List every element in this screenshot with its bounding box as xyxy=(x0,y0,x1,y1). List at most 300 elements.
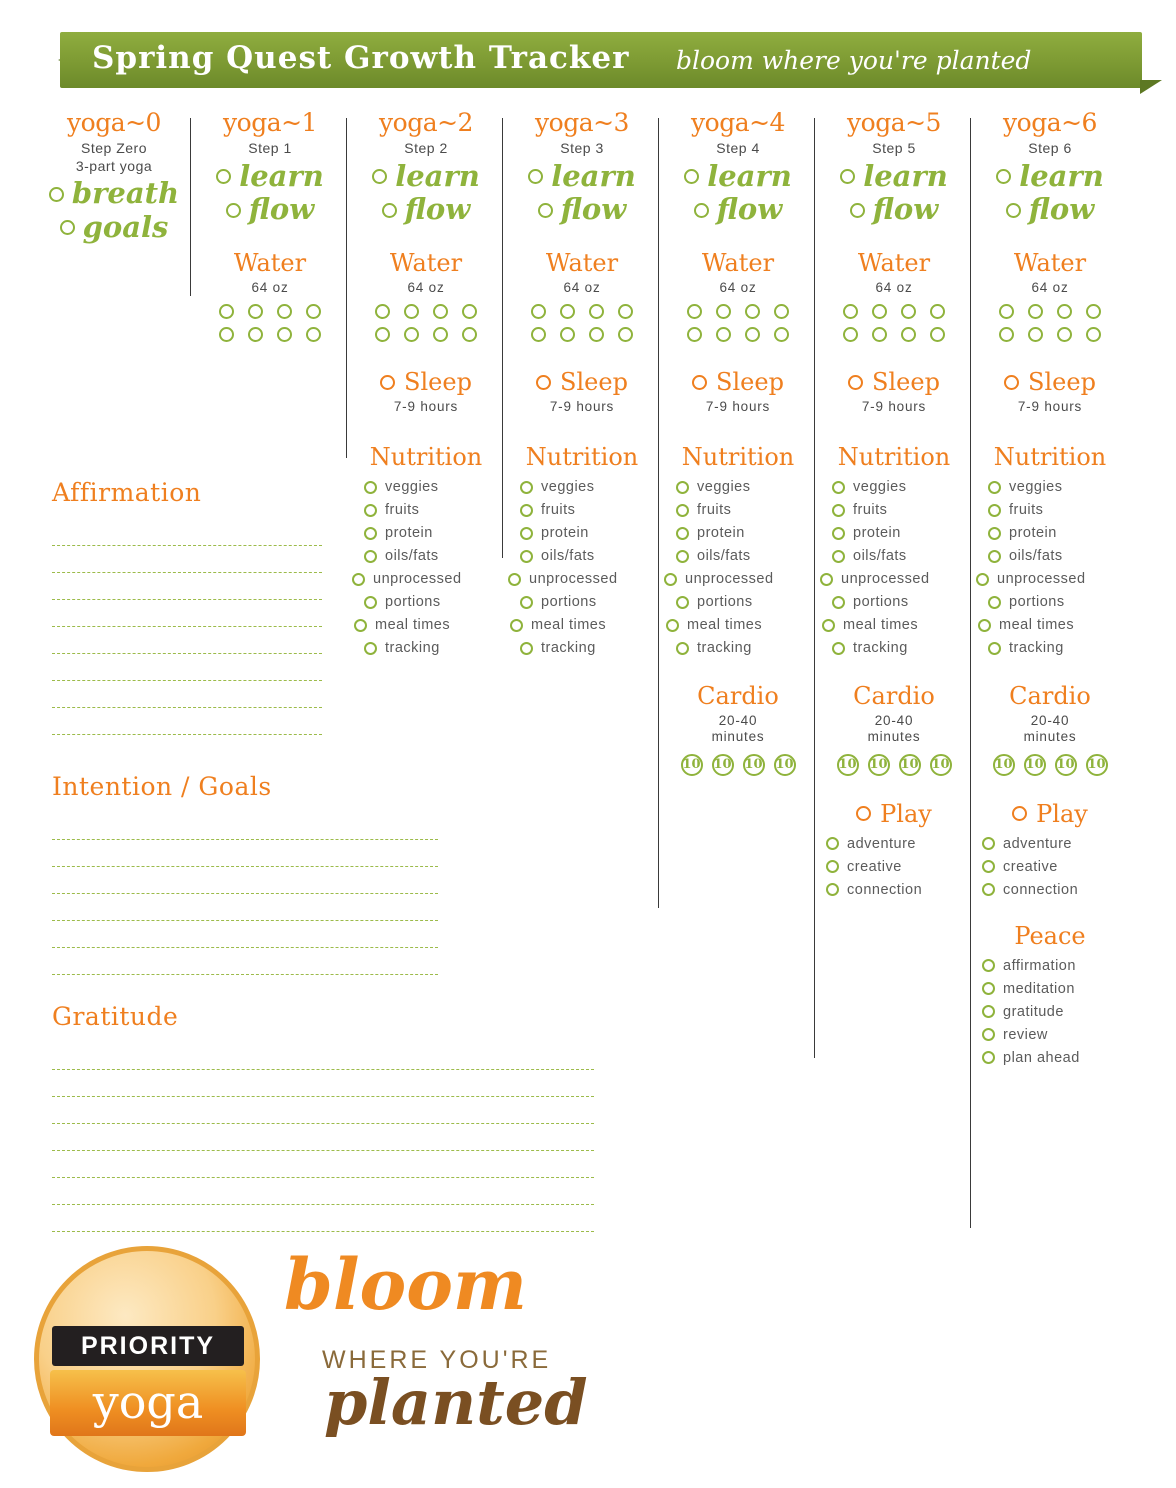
water-dot-icon[interactable] xyxy=(248,327,263,342)
checkbox-ring-icon[interactable] xyxy=(508,573,521,586)
write-line[interactable] xyxy=(52,867,438,894)
cardio-marks-row[interactable] xyxy=(816,754,972,776)
water-dot-icon[interactable] xyxy=(404,304,419,319)
nutrition-item[interactable] xyxy=(816,548,972,564)
water-dot-icon[interactable] xyxy=(774,304,789,319)
water-dot-icon[interactable] xyxy=(687,327,702,342)
peace-item[interactable] xyxy=(972,1050,1128,1066)
page-title: Spring Quest Growth Tracker xyxy=(92,40,630,76)
checkbox-ring-icon[interactable] xyxy=(364,527,377,540)
nutrition-item[interactable] xyxy=(972,640,1128,656)
checkbox-ring-icon[interactable] xyxy=(352,573,365,586)
yoga-item-label: learn xyxy=(863,158,948,193)
logo-planted-label: planted xyxy=(324,1366,588,1439)
checkbox-ring-icon[interactable] xyxy=(982,959,995,972)
nutrition-item[interactable] xyxy=(348,479,504,495)
play-heading-row[interactable] xyxy=(972,800,1128,828)
page-subtitle: bloom where you're planted xyxy=(676,46,1032,75)
peace-section xyxy=(972,922,1128,1066)
nutrition-item[interactable] xyxy=(972,548,1128,564)
checkbox-ring-icon[interactable] xyxy=(850,203,865,218)
water-dot-icon[interactable] xyxy=(1086,327,1101,342)
nutrition-item-label: unprocessed xyxy=(373,571,462,588)
checkbox-ring-icon[interactable] xyxy=(226,203,241,218)
write-line[interactable] xyxy=(52,708,322,735)
checkbox-ring-icon[interactable] xyxy=(982,883,995,896)
water-dots-row[interactable] xyxy=(660,304,816,319)
checkbox-ring-icon[interactable] xyxy=(676,527,689,540)
write-line[interactable] xyxy=(52,1043,594,1070)
write-line[interactable] xyxy=(52,1151,594,1178)
cardio-mark[interactable]: 10 xyxy=(1086,754,1108,776)
water-dot-icon[interactable] xyxy=(219,327,234,342)
write-line[interactable] xyxy=(52,813,438,840)
nutrition-item-label: portions xyxy=(541,594,597,611)
checkbox-ring-icon[interactable] xyxy=(676,596,689,609)
water-dot-icon[interactable] xyxy=(375,327,390,342)
yoga-item-row[interactable] xyxy=(660,158,816,193)
nutrition-item[interactable] xyxy=(816,502,972,518)
checkbox-ring-icon[interactable] xyxy=(520,550,533,563)
cardio-sub-line2: minutes xyxy=(1023,729,1077,745)
nutrition-item[interactable] xyxy=(972,617,1128,633)
water-dot-icon[interactable] xyxy=(618,327,633,342)
checkbox-ring-icon[interactable] xyxy=(1004,375,1019,390)
nutrition-item[interactable] xyxy=(816,594,972,610)
checkbox-ring-icon[interactable] xyxy=(978,619,991,632)
cardio-mark[interactable]: 10 xyxy=(743,754,765,776)
nutrition-list xyxy=(504,479,660,656)
checkbox-ring-icon[interactable] xyxy=(676,481,689,494)
write-line[interactable] xyxy=(52,600,322,627)
cardio-mark[interactable]: 10 xyxy=(774,754,796,776)
water-dot-icon[interactable] xyxy=(219,304,234,319)
checkbox-ring-icon[interactable] xyxy=(382,203,397,218)
water-dot-icon[interactable] xyxy=(716,304,731,319)
checkbox-ring-icon[interactable] xyxy=(676,550,689,563)
checkbox-ring-icon[interactable] xyxy=(832,550,845,563)
write-line[interactable] xyxy=(52,627,322,654)
day-column-1 xyxy=(192,110,348,342)
sleep-heading: Sleep xyxy=(1028,368,1096,397)
yoga-item-row[interactable] xyxy=(972,192,1128,227)
write-line[interactable] xyxy=(52,894,438,921)
logo-priority-label: PRIORITY xyxy=(52,1326,244,1366)
nutrition-item[interactable] xyxy=(348,617,504,633)
water-dot-icon[interactable] xyxy=(901,304,916,319)
water-dot-icon[interactable] xyxy=(716,327,731,342)
day-title: yoga~6 xyxy=(1003,108,1097,137)
water-dot-icon[interactable] xyxy=(930,304,945,319)
play-heading: Play xyxy=(1036,799,1088,828)
checkbox-ring-icon[interactable] xyxy=(826,883,839,896)
yoga-item-row[interactable] xyxy=(348,158,504,193)
nutrition-item[interactable] xyxy=(816,525,972,541)
nutrition-item[interactable] xyxy=(504,571,660,587)
checkbox-ring-icon[interactable] xyxy=(216,169,231,184)
checkbox-ring-icon[interactable] xyxy=(372,169,387,184)
peace-item[interactable] xyxy=(972,981,1128,997)
water-dot-icon[interactable] xyxy=(433,327,448,342)
water-dot-icon[interactable] xyxy=(277,304,292,319)
checkbox-ring-icon[interactable] xyxy=(832,527,845,540)
checkbox-ring-icon[interactable] xyxy=(364,642,377,655)
checkbox-ring-icon[interactable] xyxy=(364,596,377,609)
checkbox-ring-icon[interactable] xyxy=(666,619,679,632)
yoga-item-row[interactable] xyxy=(36,209,192,244)
nutrition-heading: Nutrition xyxy=(837,443,951,472)
write-line[interactable] xyxy=(52,654,322,681)
nutrition-item[interactable] xyxy=(348,640,504,656)
play-item[interactable] xyxy=(816,836,972,852)
checkbox-ring-icon[interactable] xyxy=(354,619,367,632)
play-item-label: adventure xyxy=(1003,835,1072,852)
cardio-heading: Cardio xyxy=(853,682,935,711)
checkbox-ring-icon[interactable] xyxy=(832,504,845,517)
checkbox-ring-icon[interactable] xyxy=(364,504,377,517)
write-line[interactable] xyxy=(52,1070,594,1097)
peace-list xyxy=(972,958,1128,1066)
water-dots-row[interactable] xyxy=(504,327,660,342)
checkbox-ring-icon[interactable] xyxy=(536,375,551,390)
sleep-heading-row[interactable] xyxy=(816,368,972,396)
checkbox-ring-icon[interactable] xyxy=(848,375,863,390)
checkbox-ring-icon[interactable] xyxy=(520,642,533,655)
checkbox-ring-icon[interactable] xyxy=(676,504,689,517)
cardio-mark[interactable]: 10 xyxy=(712,754,734,776)
nutrition-item[interactable] xyxy=(660,502,816,518)
water-dot-icon[interactable] xyxy=(1057,304,1072,319)
checkbox-ring-icon[interactable] xyxy=(60,220,75,235)
cardio-marks-row[interactable] xyxy=(660,754,816,776)
checkbox-ring-icon[interactable] xyxy=(982,1051,995,1064)
checkbox-ring-icon[interactable] xyxy=(822,619,835,632)
checkbox-ring-icon[interactable] xyxy=(982,860,995,873)
checkbox-ring-icon[interactable] xyxy=(692,375,707,390)
checkbox-ring-icon[interactable] xyxy=(820,573,833,586)
sleep-section xyxy=(348,368,504,415)
day-step-label xyxy=(36,140,192,175)
water-dot-icon[interactable] xyxy=(843,327,858,342)
nutrition-item[interactable] xyxy=(660,617,816,633)
yoga-item-row[interactable] xyxy=(816,192,972,227)
water-section xyxy=(192,249,348,342)
checkbox-ring-icon[interactable] xyxy=(380,375,395,390)
checkbox-ring-icon[interactable] xyxy=(364,481,377,494)
water-dot-icon[interactable] xyxy=(277,327,292,342)
nutrition-item[interactable] xyxy=(348,502,504,518)
nutrition-item[interactable] xyxy=(660,479,816,495)
water-dots-row[interactable] xyxy=(972,304,1128,319)
peace-item-label: plan ahead xyxy=(1003,1049,1080,1066)
checkbox-ring-icon[interactable] xyxy=(996,169,1011,184)
yoga-item-label: learn xyxy=(707,158,792,193)
play-item[interactable] xyxy=(972,836,1128,852)
yoga-item-row[interactable] xyxy=(816,158,972,193)
nutrition-item-label: portions xyxy=(697,594,753,611)
page-banner xyxy=(0,24,1176,96)
write-line[interactable] xyxy=(52,1124,594,1151)
write-line[interactable] xyxy=(52,1178,594,1205)
checkbox-ring-icon[interactable] xyxy=(976,573,989,586)
nutrition-item-label: protein xyxy=(1009,525,1057,542)
play-item[interactable] xyxy=(816,859,972,875)
nutrition-item[interactable] xyxy=(972,571,1128,587)
cardio-mark[interactable]: 10 xyxy=(1055,754,1077,776)
nutrition-item[interactable] xyxy=(348,548,504,564)
yoga-item-label: goals xyxy=(82,209,169,244)
cardio-mark[interactable]: 10 xyxy=(899,754,921,776)
cardio-mark[interactable]: 10 xyxy=(837,754,859,776)
nutrition-item-label: protein xyxy=(853,525,901,542)
write-line[interactable] xyxy=(52,546,322,573)
peace-item-label: review xyxy=(1003,1026,1048,1043)
peace-item-label: affirmation xyxy=(1003,957,1076,974)
water-dot-icon[interactable] xyxy=(901,327,916,342)
yoga-item-row[interactable] xyxy=(504,158,660,193)
checkbox-ring-icon[interactable] xyxy=(982,837,995,850)
gratitude-lines[interactable] xyxy=(52,1043,594,1232)
nutrition-item[interactable] xyxy=(504,548,660,564)
water-dot-icon[interactable] xyxy=(306,327,321,342)
water-dot-icon[interactable] xyxy=(306,304,321,319)
yoga-item-row[interactable] xyxy=(192,158,348,193)
yoga-item-row[interactable] xyxy=(348,192,504,227)
day-column-4 xyxy=(660,110,816,776)
water-dot-icon[interactable] xyxy=(560,327,575,342)
checkbox-ring-icon[interactable] xyxy=(988,550,1001,563)
cardio-mark[interactable]: 10 xyxy=(930,754,952,776)
water-heading: Water xyxy=(857,248,931,277)
nutrition-item[interactable] xyxy=(348,594,504,610)
sleep-heading-row[interactable] xyxy=(348,368,504,396)
water-dot-icon[interactable] xyxy=(687,304,702,319)
play-item[interactable] xyxy=(972,859,1128,875)
write-line[interactable] xyxy=(52,681,322,708)
water-dot-icon[interactable] xyxy=(930,327,945,342)
checkbox-ring-icon[interactable] xyxy=(988,527,1001,540)
nutrition-item[interactable] xyxy=(504,479,660,495)
nutrition-item[interactable] xyxy=(504,640,660,656)
nutrition-item-label: veggies xyxy=(853,479,907,496)
checkbox-ring-icon[interactable] xyxy=(520,504,533,517)
checkbox-ring-icon[interactable] xyxy=(840,169,855,184)
sleep-heading-row[interactable] xyxy=(504,368,660,396)
checkbox-ring-icon[interactable] xyxy=(528,169,543,184)
water-dots-row[interactable] xyxy=(972,327,1128,342)
water-dots-row[interactable] xyxy=(816,327,972,342)
checkbox-ring-icon[interactable] xyxy=(684,169,699,184)
write-line[interactable] xyxy=(52,1205,594,1232)
nutrition-item[interactable] xyxy=(972,525,1128,541)
checkbox-ring-icon[interactable] xyxy=(982,1005,995,1018)
checkbox-ring-icon[interactable] xyxy=(832,596,845,609)
checkbox-ring-icon[interactable] xyxy=(520,481,533,494)
play-item[interactable] xyxy=(972,882,1128,898)
write-line[interactable] xyxy=(52,921,438,948)
checkbox-ring-icon[interactable] xyxy=(694,203,709,218)
play-item[interactable] xyxy=(816,882,972,898)
checkbox-ring-icon[interactable] xyxy=(832,481,845,494)
cardio-sub-line1: 20-40 xyxy=(874,713,914,729)
water-dot-icon[interactable] xyxy=(999,304,1014,319)
yoga-item-row[interactable] xyxy=(504,192,660,227)
water-dots-row[interactable] xyxy=(816,304,972,319)
cardio-mark[interactable]: 10 xyxy=(993,754,1015,776)
cardio-mark[interactable]: 10 xyxy=(681,754,703,776)
water-dots-row[interactable] xyxy=(348,327,504,342)
water-dot-icon[interactable] xyxy=(462,327,477,342)
nutrition-item[interactable] xyxy=(660,640,816,656)
peace-item[interactable] xyxy=(972,1004,1128,1020)
nutrition-item-label: tracking xyxy=(1009,640,1064,657)
nutrition-item[interactable] xyxy=(504,502,660,518)
water-dot-icon[interactable] xyxy=(774,327,789,342)
nutrition-item[interactable] xyxy=(660,571,816,587)
day-step-label: Step 6 xyxy=(1028,140,1072,157)
water-dot-icon[interactable] xyxy=(1086,304,1101,319)
yoga-item-row[interactable] xyxy=(972,158,1128,193)
nutrition-item[interactable] xyxy=(348,571,504,587)
nutrition-item[interactable] xyxy=(504,617,660,633)
water-dot-icon[interactable] xyxy=(462,304,477,319)
intention-lines[interactable] xyxy=(52,813,438,975)
nutrition-item[interactable] xyxy=(504,525,660,541)
water-dot-icon[interactable] xyxy=(375,304,390,319)
water-dot-icon[interactable] xyxy=(589,327,604,342)
water-dot-icon[interactable] xyxy=(531,304,546,319)
nutrition-item-label: protein xyxy=(697,525,745,542)
cardio-mark[interactable]: 10 xyxy=(868,754,890,776)
water-dot-icon[interactable] xyxy=(1028,327,1043,342)
nutrition-item-label: meal times xyxy=(843,617,919,634)
write-line[interactable] xyxy=(52,840,438,867)
water-dot-icon[interactable] xyxy=(531,327,546,342)
nutrition-item[interactable] xyxy=(816,571,972,587)
water-dot-icon[interactable] xyxy=(745,327,760,342)
nutrition-list xyxy=(816,479,972,656)
nutrition-item-label: unprocessed xyxy=(685,571,774,588)
water-dot-icon[interactable] xyxy=(843,304,858,319)
affirmation-lines[interactable] xyxy=(52,519,322,735)
checkbox-ring-icon[interactable] xyxy=(982,1028,995,1041)
nutrition-item[interactable] xyxy=(972,594,1128,610)
checkbox-ring-icon[interactable] xyxy=(826,837,839,850)
water-sub: 64 oz xyxy=(407,279,445,295)
cardio-marks-row[interactable] xyxy=(972,754,1128,776)
nutrition-list xyxy=(660,479,816,656)
water-dot-icon[interactable] xyxy=(999,327,1014,342)
checkbox-ring-icon[interactable] xyxy=(510,619,523,632)
nutrition-item[interactable] xyxy=(660,594,816,610)
sleep-heading-row[interactable] xyxy=(660,368,816,396)
gratitude-block xyxy=(52,1002,594,1232)
checkbox-ring-icon[interactable] xyxy=(676,642,689,655)
write-line[interactable] xyxy=(52,948,438,975)
water-dot-icon[interactable] xyxy=(433,304,448,319)
nutrition-item[interactable] xyxy=(816,617,972,633)
yoga-item-row[interactable] xyxy=(660,192,816,227)
water-dots-row[interactable] xyxy=(504,304,660,319)
sleep-sub: 7-9 hours xyxy=(1017,399,1083,415)
water-dot-icon[interactable] xyxy=(1028,304,1043,319)
water-dot-icon[interactable] xyxy=(745,304,760,319)
peace-item[interactable] xyxy=(972,1027,1128,1043)
nutrition-item-label: portions xyxy=(1009,594,1065,611)
water-dot-icon[interactable] xyxy=(248,304,263,319)
checkbox-ring-icon[interactable] xyxy=(1006,203,1021,218)
checkbox-ring-icon[interactable] xyxy=(982,982,995,995)
nutrition-item[interactable] xyxy=(972,479,1128,495)
water-dots-row[interactable] xyxy=(192,327,348,342)
sleep-sub: 7-9 hours xyxy=(705,399,771,415)
checkbox-ring-icon[interactable] xyxy=(832,642,845,655)
yoga-item-row[interactable] xyxy=(36,176,192,211)
write-line[interactable] xyxy=(52,1097,594,1124)
water-dot-icon[interactable] xyxy=(872,327,887,342)
water-dot-icon[interactable] xyxy=(872,304,887,319)
checkbox-ring-icon[interactable] xyxy=(826,860,839,873)
play-section xyxy=(972,800,1128,898)
nutrition-section xyxy=(660,443,816,656)
nutrition-heading: Nutrition xyxy=(525,443,639,472)
checkbox-ring-icon[interactable] xyxy=(856,806,871,821)
nutrition-item[interactable] xyxy=(816,479,972,495)
play-heading-row[interactable] xyxy=(816,800,972,828)
nutrition-item[interactable] xyxy=(816,640,972,656)
yoga-item-row[interactable] xyxy=(192,192,348,227)
checkbox-ring-icon[interactable] xyxy=(988,596,1001,609)
checkbox-ring-icon[interactable] xyxy=(49,187,64,202)
water-dot-icon[interactable] xyxy=(404,327,419,342)
water-dots-row[interactable] xyxy=(192,304,348,319)
write-line[interactable] xyxy=(52,519,322,546)
checkbox-ring-icon[interactable] xyxy=(664,573,677,586)
peace-item-label: meditation xyxy=(1003,980,1075,997)
checkbox-ring-icon[interactable] xyxy=(1012,806,1027,821)
nutrition-item-label: veggies xyxy=(385,479,439,496)
checkbox-ring-icon[interactable] xyxy=(538,203,553,218)
water-dot-icon[interactable] xyxy=(618,304,633,319)
nutrition-item[interactable] xyxy=(348,525,504,541)
checkbox-ring-icon[interactable] xyxy=(520,596,533,609)
water-dot-icon[interactable] xyxy=(1057,327,1072,342)
peace-item[interactable] xyxy=(972,958,1128,974)
water-dot-icon[interactable] xyxy=(589,304,604,319)
checkbox-ring-icon[interactable] xyxy=(988,481,1001,494)
play-item-label: creative xyxy=(1003,858,1058,875)
cardio-mark[interactable]: 10 xyxy=(1024,754,1046,776)
yoga-item-label: flow xyxy=(248,192,315,227)
water-dots-row[interactable] xyxy=(348,304,504,319)
sleep-sub: 7-9 hours xyxy=(393,399,459,415)
yoga-item-label: flow xyxy=(560,192,627,227)
nutrition-item[interactable] xyxy=(972,502,1128,518)
water-dot-icon[interactable] xyxy=(560,304,575,319)
checkbox-ring-icon[interactable] xyxy=(364,550,377,563)
nutrition-item[interactable] xyxy=(504,594,660,610)
checkbox-ring-icon[interactable] xyxy=(988,504,1001,517)
nutrition-item[interactable] xyxy=(660,548,816,564)
write-line[interactable] xyxy=(52,573,322,600)
yoga-item-label: breath xyxy=(71,176,180,211)
checkbox-ring-icon[interactable] xyxy=(988,642,1001,655)
nutrition-item[interactable] xyxy=(660,525,816,541)
checkbox-ring-icon[interactable] xyxy=(520,527,533,540)
water-dots-row[interactable] xyxy=(660,327,816,342)
day-title: yoga~5 xyxy=(847,108,941,137)
sleep-heading-row[interactable] xyxy=(972,368,1128,396)
